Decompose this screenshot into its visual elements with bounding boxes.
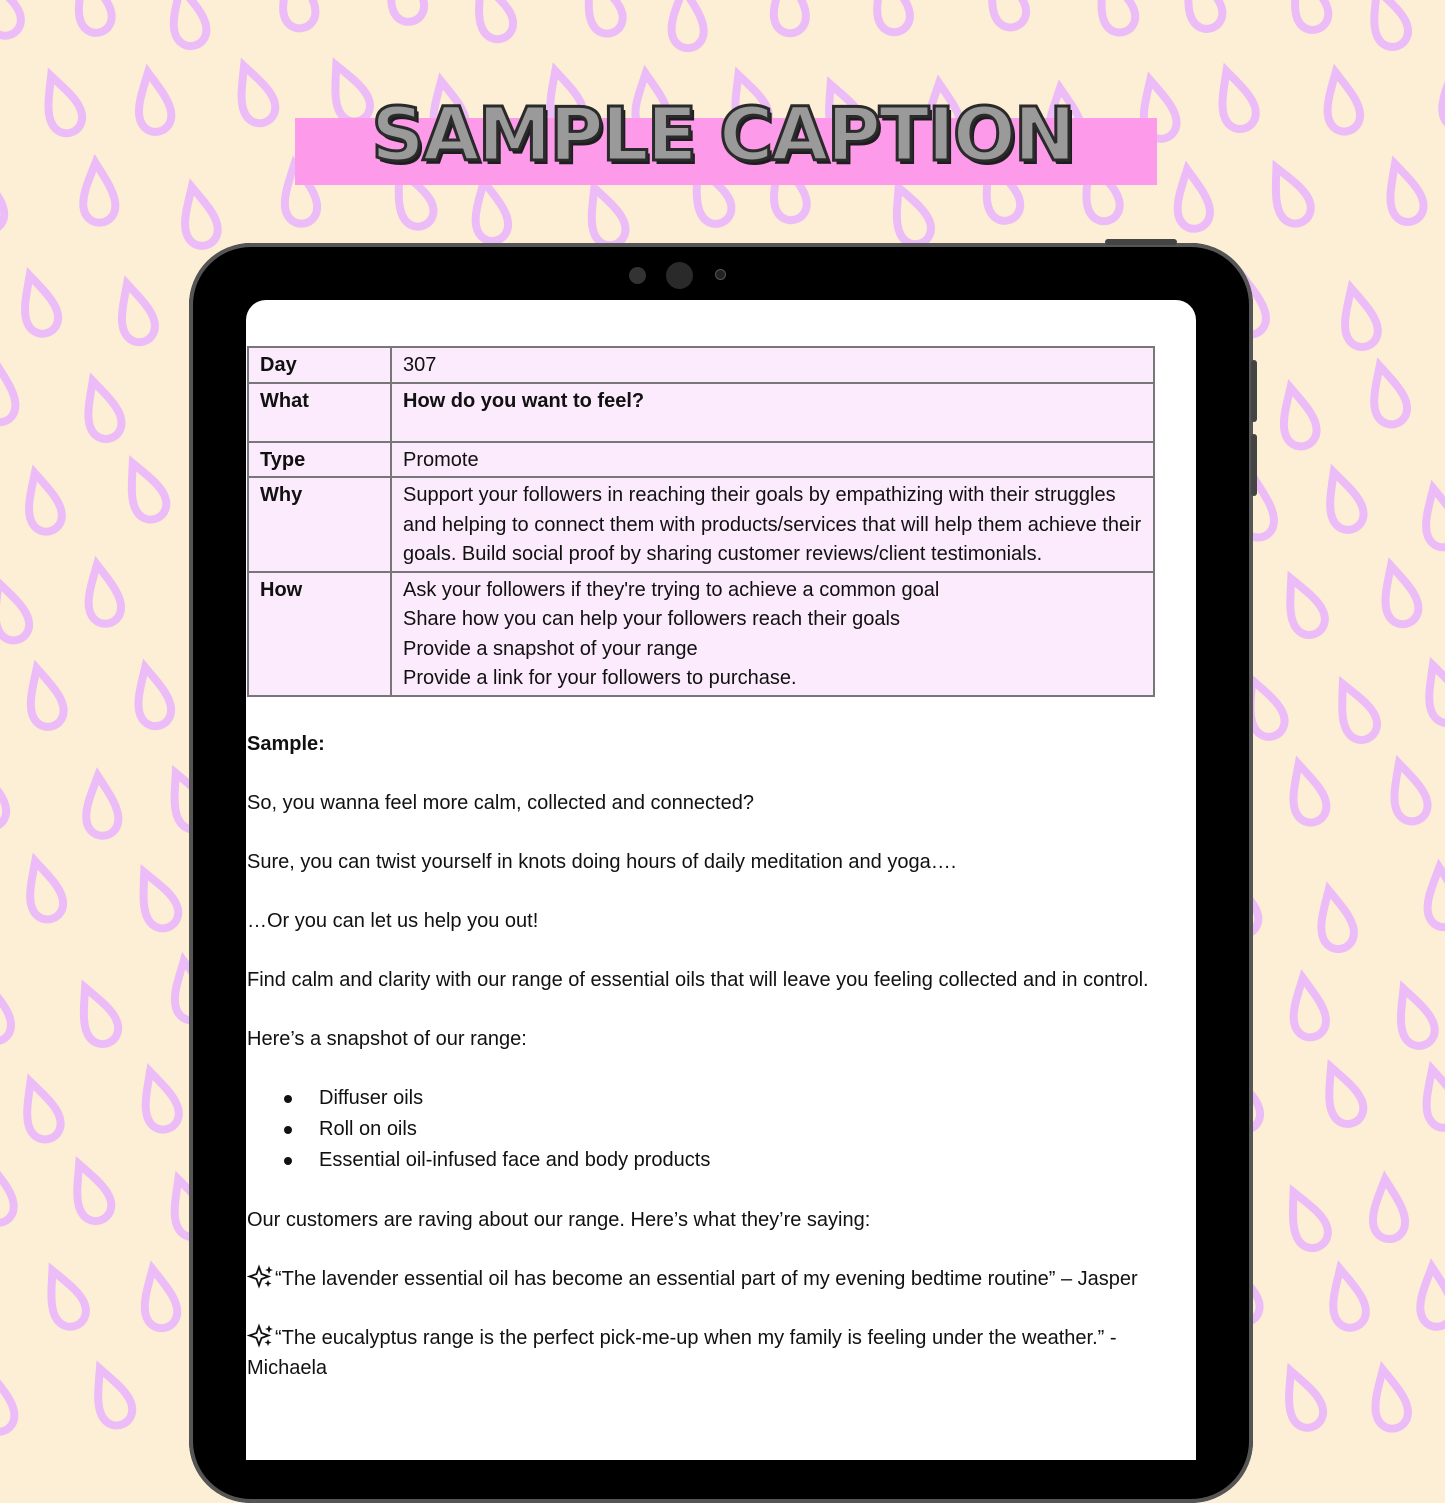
raindrop-shape [1369, 1178, 1407, 1241]
list-item: Diffuser oils [319, 1083, 1156, 1114]
tablet-top-button [1105, 239, 1177, 245]
sample-heading: Sample: [247, 732, 325, 755]
how-item: Provide a snapshot of your range [403, 637, 698, 660]
raindrop-shape [381, 0, 427, 25]
raindrop-shape [112, 279, 159, 345]
sparkles-icon [247, 1323, 275, 1349]
tablet-volume-up-button [1251, 360, 1257, 422]
raindrop-shape [20, 857, 67, 923]
what-value: How do you want to feel? [391, 383, 1154, 442]
raindrop-shape [579, 182, 630, 249]
raindrop-shape [1418, 660, 1445, 727]
testimonial-text: “The lavender essential oil has become an essential part of my evening bedtime routine” – Jasper [275, 1267, 1138, 1290]
raindrop-shape [130, 664, 175, 730]
raindrop-shape [70, 981, 123, 1049]
paragraph: Sure, you can twist yourself in knots doing hours of daily meditation and yoga…. [247, 850, 957, 873]
raindrop-shape [884, 181, 936, 249]
raindrop-shape [14, 271, 62, 338]
raindrop-shape [1362, 0, 1413, 51]
how-item: Provide a link for your followers to purchase. [403, 667, 797, 689]
raindrop-shape [277, 0, 318, 31]
paragraph: So, you wanna feel more calm, collected and connected? [247, 791, 754, 814]
table-row [248, 572, 1154, 696]
raindrop-shape [135, 1067, 183, 1134]
what-label: What [248, 383, 391, 442]
raindrop-shape [466, 0, 518, 44]
raindrop-shape [0, 0, 26, 41]
table-row [248, 347, 1154, 383]
type-label: Type [248, 442, 391, 478]
raindrop-shape [668, 0, 706, 50]
raindrop-shape [69, 0, 115, 36]
camera-sensor [716, 270, 725, 279]
raindrop-shape [868, 0, 914, 36]
camera-lens [666, 262, 693, 289]
sparkles-icon [247, 1264, 275, 1290]
raindrop-shape [1089, 0, 1140, 37]
raindrop-shape [1287, 975, 1329, 1039]
raindrop-shape [85, 1363, 137, 1431]
day-label: Day [248, 347, 391, 383]
raindrop-shape [1364, 362, 1411, 428]
list-item: Roll on oils [319, 1114, 1156, 1145]
raindrop-shape [0, 1369, 17, 1434]
raindrop-shape [1324, 1265, 1369, 1331]
raindrop-shape [15, 1077, 65, 1144]
raindrop-shape [64, 1158, 116, 1226]
raindrop-shape [1389, 983, 1440, 1050]
range-list [247, 1083, 1156, 1176]
paragraph: Our customers are raving about our range. Here’s what they’re saying: [247, 1208, 871, 1231]
raindrop-shape [137, 1266, 181, 1331]
raindrop-shape [21, 664, 67, 730]
raindrop-shape [77, 376, 125, 443]
why-value: Support your followers in reaching their goals by empathizing with their struggles and helping to connect them with products/services that will help them achieve their goals. Build social proof by sharing customer reviews/client testimonials. [391, 477, 1154, 572]
tablet-screen [246, 300, 1196, 1460]
raindrop-shape [1328, 677, 1382, 745]
raindrop-shape [1423, 866, 1445, 929]
raindrop-shape [1275, 384, 1320, 450]
raindrop-shape [0, 979, 14, 1044]
raindrop-shape [1384, 759, 1432, 826]
camera-dot-left [629, 267, 646, 284]
raindrop-shape [1336, 284, 1382, 350]
raindrop-shape [1319, 467, 1368, 534]
raindrop-shape [1284, 0, 1333, 34]
content-plan-table [247, 346, 1155, 697]
raindrop-shape [1418, 485, 1445, 551]
raindrop-shape [0, 765, 10, 831]
table-row [248, 477, 1154, 572]
raindrop-shape [1279, 1185, 1333, 1253]
raindrop-shape [19, 469, 65, 535]
raindrop-shape [1417, 1065, 1445, 1131]
raindrop-shape [979, 0, 1031, 32]
how-label: How [248, 572, 391, 696]
raindrop-shape [81, 562, 124, 627]
raindrop-shape [130, 866, 184, 934]
raindrop-shape [38, 1264, 91, 1332]
list-item: Essential oil-infused face and body products [319, 1145, 1156, 1176]
raindrop-shape [1316, 1061, 1368, 1129]
paragraph: Find calm and clarity with our range of essential oils that will leave you feeling collected and in control. [247, 968, 1149, 991]
testimonial [247, 1323, 1156, 1383]
raindrop-shape [770, 0, 808, 35]
sample-caption-body [246, 729, 1156, 1383]
tablet-volume-down-button [1251, 434, 1257, 496]
page-title: SAMPLE CAPTION [371, 92, 1074, 178]
raindrop-shape [468, 179, 511, 244]
raindrop-shape [0, 361, 17, 424]
raindrop-shape [576, 0, 628, 38]
raindrop-shape [118, 457, 171, 525]
raindrop-shape [1376, 562, 1423, 628]
paragraph: …Or you can let us help you out! [247, 909, 539, 932]
day-value: 307 [391, 347, 1154, 383]
type-value: Promote [391, 442, 1154, 478]
raindrop-shape [1416, 1265, 1445, 1328]
table-row [248, 442, 1154, 478]
why-label: Why [248, 477, 391, 572]
raindrop-shape [1283, 760, 1330, 826]
raindrop-shape [1276, 1365, 1328, 1433]
how-item: Share how you can help your followers reach their goals [403, 608, 900, 630]
how-item: Ask your followers if they're trying to achieve a common goal [403, 578, 940, 601]
raindrop-shape [0, 1161, 17, 1226]
testimonial [247, 1264, 1156, 1294]
paragraph: Here’s a snapshot of our range: [247, 1027, 527, 1050]
raindrop-shape [1367, 1366, 1411, 1431]
how-value [391, 572, 1154, 696]
document [246, 346, 1156, 1383]
table-row [248, 383, 1154, 442]
raindrop-shape [82, 774, 120, 837]
raindrop-shape [1175, 0, 1227, 34]
raindrop-shape [165, 0, 210, 49]
raindrop-shape [0, 578, 34, 645]
raindrop-shape [1313, 887, 1357, 953]
raindrop-shape [176, 183, 221, 249]
testimonial-text: “The eucalyptus range is the perfect pick-me-up when my family is feeling under the weather.” - Michaela [247, 1326, 1117, 1379]
raindrop-shape [1277, 572, 1331, 640]
